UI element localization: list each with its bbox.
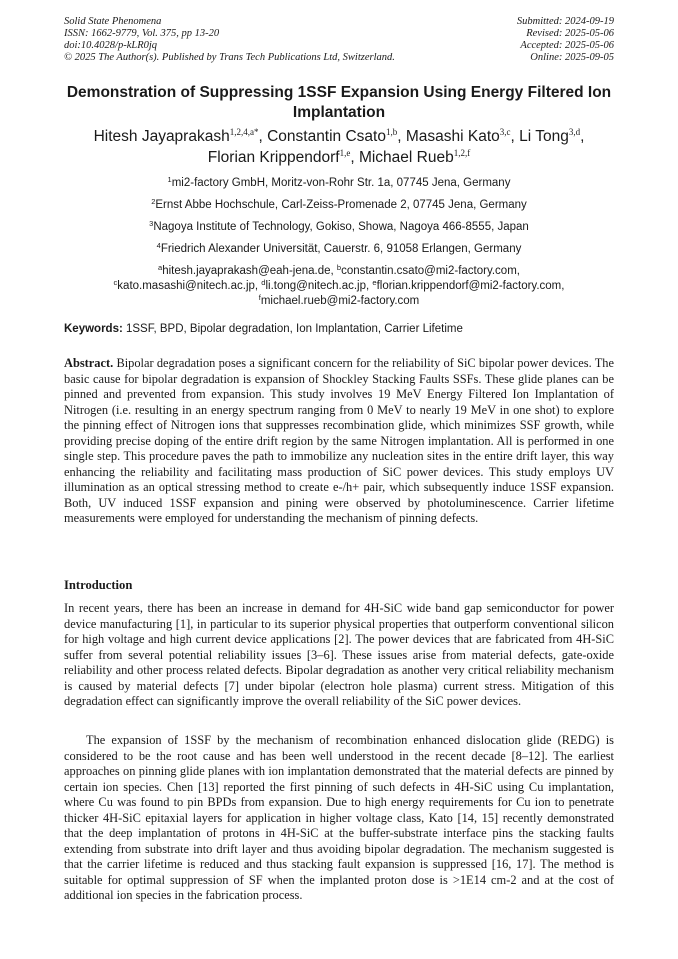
date-online: Online: 2025-09-05	[530, 52, 614, 63]
section-heading-introduction: Introduction	[64, 578, 133, 592]
keywords	[64, 322, 614, 337]
author-emails	[64, 264, 614, 309]
author-separator: ,	[350, 149, 359, 166]
author-separator: ,	[397, 128, 406, 145]
journal-issn: ISSN: 1662-9779, Vol. 375, pp 13-20	[64, 28, 220, 39]
email-mark: c	[113, 278, 118, 287]
affiliation-4	[64, 242, 614, 256]
journal-name: Solid State Phenomena	[64, 16, 162, 27]
affiliation-mark: 2	[151, 197, 156, 206]
affiliation-3	[64, 220, 614, 234]
email-mark: a	[158, 263, 163, 272]
author-name: Michael Rueb	[358, 149, 454, 166]
affiliation-mark: 1	[167, 175, 172, 184]
affiliation-mark: 4	[156, 241, 161, 250]
abstract-label: Abstract.	[64, 356, 114, 370]
author-affiliation-mark: 1,2,4,a*	[229, 127, 259, 137]
affiliation-mark: 3	[149, 219, 154, 228]
author-list	[50, 126, 628, 168]
date-submitted: Submitted: 2024-09-19	[516, 16, 614, 27]
author-separator: ,	[510, 128, 520, 145]
email-mark: d	[261, 278, 266, 287]
affiliation-text: Nagoya Institute of Technology, Gokiso, Showa, Nagoya 466-8555, Japan	[153, 221, 529, 233]
email-link[interactable]: constantin.csato@mi2-factory.com,	[341, 265, 520, 277]
affiliation-text: Friedrich Alexander Universität, Cauerstr. 6, 91058 Erlangen, Germany	[160, 243, 522, 255]
keywords-label: Keywords:	[64, 323, 123, 335]
abstract-text: Bipolar degradation poses a significant concern for the reliability of SiC bipolar power devices. The basic cause for bipolar degradation is expansion of Shockley Stacking Faults SSFs. These glide planes can be pinned and prevented from expansion. This study involves 19 MeV Energy Filtered Ion Implantation of Nitrogen (i.e. resulting in an energy spectrum ranging from 0 MeV to nearly 19 MeV in one shot) to explore the pinning effect of Nitrogen ions that suppresses recombination glide, which minimizes SSF growth, while providing precise doping of the entire drift region by the same Nitrogen implantation. All is performed in one single step. This procedure paves the path to immobilize any nucleation sites in the entire drift layer, this way enhancing the reliability and facilitating mass production of SiC power devices. This study employs UV illumination as an optical stressing method to create e-/h+ pair, which subsequently induce 1SSF expansion. Both, UV induced 1SSF expansion and pining were observed by photoluminescence. Carrier lifetime measurements were employed for understanding the mechanism of pinning defects.	[64, 356, 614, 526]
journal-copyright: © 2025 The Author(s). Published by Trans Tech Publications Ltd, Switzerland.	[64, 52, 395, 63]
affiliation-1	[64, 176, 614, 190]
affiliation-text: Ernst Abbe Hochschule, Carl-Zeiss-Promenade 2, 07745 Jena, Germany	[155, 199, 527, 211]
email-link[interactable]: florian.krippendorf@mi2-factory.com,	[376, 280, 565, 292]
journal-doi: doi:10.4028/p-kLR0jq	[64, 40, 158, 51]
author-separator: ,	[258, 128, 268, 145]
email-mark: e	[372, 278, 377, 287]
affiliation-2	[64, 198, 614, 212]
email-link[interactable]: hitesh.jayaprakash@eah-jena.de,	[162, 265, 337, 277]
author-affiliation-mark: 1,e	[339, 148, 351, 158]
author-name: Constantin Csato	[267, 128, 386, 145]
date-accepted: Accepted: 2025-05-06	[520, 40, 614, 51]
email-mark: f	[258, 293, 261, 302]
author-name: Masashi Kato	[405, 128, 500, 145]
author-affiliation-mark: 3,d	[568, 127, 581, 137]
email-link[interactable]: kato.masashi@nitech.ac.jp,	[117, 280, 262, 292]
author-affiliation-mark: 3,c	[499, 127, 511, 137]
email-link[interactable]: michael.rueb@mi2-factory.com	[260, 295, 420, 307]
date-revised: Revised: 2025-05-06	[526, 28, 614, 39]
author-affiliation-mark: 1,b	[385, 127, 398, 137]
journal-info	[64, 16, 395, 64]
journal-header	[64, 16, 614, 64]
email-mark: b	[336, 263, 342, 272]
email-link[interactable]: li.tong@nitech.ac.jp,	[265, 280, 373, 292]
paper-title: Demonstration of Suppressing 1SSF Expansion Using Energy Filtered Ion Implantation	[66, 84, 612, 121]
introduction-paragraph-2: The expansion of 1SSF by the mechanism of recombination enhanced dislocation glide (REDG) is considered to be the root cause and has been well understood in the recent decade [8–12]. The earliest approaches on pinning glide planes with ion implantation demonstrated that the material defects are pinned by certain ion species. Chen [13] reported the first pinning of such defects in 4H-SiC using Cu implantation, where Cu was found to pin BPDs from expansion. Due to high energy requirements for Cu ion to penetrate thicker 4H-SiC epitaxial layers for application in higher voltage class, Kato [14, 15] recently demonstrated that the deep implantation of protons in 4H-SiC at the buffer-substrate interface pins the stacking faults extending from substrate into drift layer and thus avoiding bipolar degradation. The mechanism suggested is that the carrier lifetime is reduced and thus stacking fault expansion is suppressed [16, 17]. The method is suitable for optimal suppression of SF when the implanted proton dose is >1E14 cm-2 and at the cost of additional ion species in the fabrication process.	[64, 733, 614, 903]
author-name: Florian Krippendorf	[207, 149, 340, 166]
affiliation-text: mi2-factory GmbH, Moritz-von-Rohr Str. 1a, 07745 Jena, Germany	[171, 177, 511, 189]
publication-dates	[517, 16, 614, 64]
introduction-paragraph-1: In recent years, there has been an increase in demand for 4H-SiC wide band gap semiconductor for power device manufacturing [1], in particular to its superior physical properties that outperform conventional silicon for high voltage and high current device applications [2]. The power devices that are fabricated from 4H-SiC suffer from several potential reliability issues [3–6]. These issues arise from material defects, gate-oxide reliability and other process related defects. Bipolar degradation as another very critical reliability mechanism is caused by material defects [7] under bipolar (electron hole plasma) current stress. Mitigation of this degradation effect can significantly improve the overall reliability of the SiC power devices.	[64, 601, 614, 709]
author-affiliation-mark: 1,2,f	[453, 148, 471, 158]
keywords-list: 1SSF, BPD, Bipolar degradation, Ion Implantation, Carrier Lifetime	[122, 323, 463, 335]
author-name: Li Tong	[519, 128, 569, 145]
author-separator: ,	[580, 128, 585, 145]
author-name: Hitesh Jayaprakash	[93, 128, 230, 145]
abstract	[64, 356, 614, 527]
